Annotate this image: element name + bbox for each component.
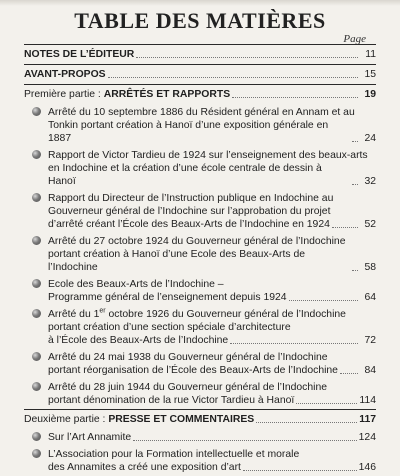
part-prefix: Deuxième partie : xyxy=(24,414,109,425)
toc-part-2-heading[interactable] xyxy=(24,410,376,429)
dot-leader xyxy=(230,343,358,344)
item-line: Arrêté du 24 mai 1938 du Gouverneur général de l’Indochine xyxy=(48,352,328,363)
item-page: 58 xyxy=(364,262,376,273)
item-page: 64 xyxy=(364,292,376,303)
item-line: Gouverneur général de l’Indochine sur l’approbation du projet xyxy=(48,206,331,217)
item-line: portant dénomination de la rue Victor Tardieu à Hanoï xyxy=(48,395,295,406)
toc-item[interactable] xyxy=(24,379,376,409)
item-page: 52 xyxy=(364,219,376,230)
item-line: Tonkin portant création à Hanoï d’une exposition générale en 1887 xyxy=(48,120,329,144)
bullet-icon xyxy=(32,193,41,202)
item-page: 114 xyxy=(359,395,376,406)
dot-leader xyxy=(108,77,358,78)
toc-item[interactable] xyxy=(24,429,376,446)
dot-leader xyxy=(352,141,358,142)
toc-item[interactable] xyxy=(24,104,376,147)
item-line: portant réorganisation de l’École des Beaux-Arts de l’Indochine xyxy=(48,365,338,376)
entry-page: 11 xyxy=(365,49,376,60)
item-line: Ecole des Beaux-Arts de l’Indochine – xyxy=(48,279,224,290)
dot-leader xyxy=(340,373,358,374)
toc-item[interactable] xyxy=(24,276,376,306)
toc-item[interactable] xyxy=(24,190,376,233)
dot-leader xyxy=(256,422,357,423)
dot-leader xyxy=(243,470,357,471)
dot-leader xyxy=(133,440,356,441)
dot-leader xyxy=(352,270,358,271)
item-line: Arrêté du 10 septembre 1886 du Résident général en Annam et au xyxy=(48,107,355,118)
toc-item[interactable] xyxy=(24,306,376,349)
item-line: portant création d’une section spéciale d’architecture xyxy=(48,322,291,333)
toc-item[interactable] xyxy=(24,349,376,379)
item-page: 124 xyxy=(358,432,376,443)
item-page: 24 xyxy=(364,133,376,144)
item-line: L’Association pour la Formation intellectuelle et morale xyxy=(48,449,300,460)
item-line: d’arrêté créant l’École des Beaux-Arts de l’Indochine en 1924 xyxy=(48,219,330,230)
bullet-icon xyxy=(32,107,41,116)
item-page: 32 xyxy=(364,176,376,187)
item-line: Sur l’Art Annamite xyxy=(48,432,132,443)
item-line: portant création à Hanoï d’une Ecole des Beaux-Arts de l’Indochine xyxy=(48,249,306,273)
entry-label: AVANT-PROPOS xyxy=(24,69,106,80)
item-line: en Indochine et la création d’une école centrale de dessin à Hanoï xyxy=(48,163,322,187)
part-page: 117 xyxy=(359,414,376,425)
bullet-icon xyxy=(32,432,41,441)
bullet-icon xyxy=(32,449,41,458)
dot-leader xyxy=(296,403,357,404)
toc-part-1-heading[interactable] xyxy=(24,85,376,104)
item-line: Programme général de l’enseignement depuis 1924 xyxy=(48,292,287,303)
toc-entry-avant-propos[interactable] xyxy=(24,65,376,84)
bullet-icon xyxy=(32,236,41,245)
item-line: Rapport de Victor Tardieu de 1924 sur l’enseignement des beaux-arts xyxy=(48,150,368,161)
page-title: TABLE DES MATIÈRES xyxy=(74,8,326,33)
bullet-icon xyxy=(32,382,41,391)
dot-leader xyxy=(232,97,358,98)
bullet-icon xyxy=(32,150,41,159)
item-page: 146 xyxy=(358,462,376,473)
dot-leader xyxy=(352,184,358,185)
toc-entry-notes[interactable] xyxy=(24,45,376,64)
part-title: ARRÊTÉS ET RAPPORTS xyxy=(103,89,231,100)
toc-item[interactable] xyxy=(24,446,376,476)
bullet-icon xyxy=(32,279,41,288)
toc-item[interactable] xyxy=(24,147,376,190)
dot-leader xyxy=(332,227,358,228)
item-line: Arrêté du 27 octobre 1924 du Gouverneur général de l’Indochine xyxy=(48,236,346,247)
top-page-edge xyxy=(0,0,400,6)
dot-leader xyxy=(136,57,358,58)
bullet-icon xyxy=(32,352,41,361)
entry-label: NOTES DE L’ÉDITEUR xyxy=(24,49,135,60)
dot-leader xyxy=(289,300,358,301)
item-page: 72 xyxy=(364,335,376,346)
item-page: 84 xyxy=(364,365,376,376)
item-line: des Annamites a créé une exposition d’art xyxy=(48,462,241,473)
table-of-contents xyxy=(24,44,376,476)
item-line: à l’École des Beaux-Arts de l’Indochine xyxy=(48,335,229,346)
item-line: Arrêté du 1er octobre 1926 du Gouverneur général de l’Indochine xyxy=(48,307,346,320)
item-line: Rapport du Directeur de l’Instruction publique en Indochine au xyxy=(48,193,334,204)
part-title: PRESSE ET COMMENTAIRES xyxy=(108,414,255,425)
page-column-header: Page xyxy=(343,33,366,45)
entry-page: 15 xyxy=(364,69,376,80)
toc-item[interactable] xyxy=(24,233,376,276)
item-line: Arrêté du 28 juin 1944 du Gouverneur général de l’Indochine xyxy=(48,382,328,393)
bullet-icon xyxy=(32,309,41,318)
part-page: 19 xyxy=(364,89,376,100)
part-prefix: Première partie : xyxy=(24,89,104,100)
